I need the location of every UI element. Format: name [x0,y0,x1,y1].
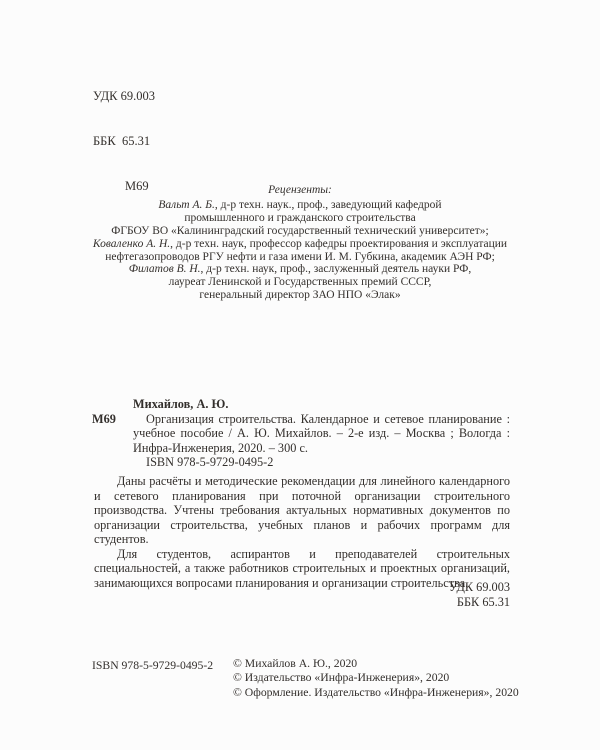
classification-codes-bottom [92,580,510,610]
reviewer-line [91,263,509,276]
reviewer-credentials: , д-р техн. наук., проф., заведующий кафедрой [214,198,442,211]
reviewer-line [91,225,509,238]
reviewer-credentials: , д-р техн. наук, профессор кафедры проектирования и эксплуатации [170,237,508,250]
author-sign-code: М69 [125,179,149,193]
reviewer-name: Филатов В. Н. [128,263,201,276]
annotation-paragraph: Даны расчёты и методические рекомендации для линейного календарного и сетевого планирования при поточной организации строительного производства. Учтены требования актуальных нормативных документов по организации строительства, учебных планов и рабочих программ для студентов. [94,474,510,546]
copyright-block [233,657,519,700]
reviewer-line [91,251,509,264]
bibliographic-author: Михайлов, А. Ю. [133,397,229,411]
bibliographic-isbn: ISBN 978-5-9729-0495-2 [146,455,274,470]
udk-code-bottom: УДК 69.003 [449,580,510,594]
annotation-block [94,474,510,590]
bibliographic-entry [92,397,510,470]
annotation-paragraph: Для студентов, аспирантов и преподавателей строительных специальностей, а также работников строительных и проектных организаций, занимающихся вопросами планирования и организации строительства. [94,546,510,590]
reviewer-credentials: ФГБОУ ВО «Калининградский государственный технический университет»; [111,224,489,237]
reviewer-credentials: промышленного и гражданского строительства [184,211,416,224]
bibliographic-description: Организация строительства. Календарное и сетевое планирование : учебное пособие / А. Ю. Михайлов. – 2-е изд. – Москва ; Вологда : Инфра-Инженерия, 2020. – 300 с. [133,411,510,455]
copyright-line-design: © Оформление. Издательство «Инфра-Инженерия», 2020 [233,685,519,699]
reviewer-credentials: генеральный директор ЗАО НПО «Элак» [199,289,401,302]
copyright-line-author: © Михайлов А. Ю., 2020 [233,657,358,670]
reviewers-block [91,184,509,302]
bbk-code: ББК 65.31 [93,134,151,148]
reviewers-heading: Рецензенты: [268,184,332,196]
footer-isbn: ISBN 978-5-9729-0495-2 [92,659,214,672]
reviewer-credentials: лауреат Ленинской и Государственных премий СССР, [168,276,432,289]
copyright-line-publisher: © Издательство «Инфра-Инженерия», 2020 [233,671,450,685]
reviewer-line [91,199,509,212]
reviewer-credentials: , д-р техн. наук, проф., заслуженный деятель науки РФ, [200,263,472,276]
reviewer-line [91,289,509,302]
reviewer-name: Вальт А. Б. [158,198,215,211]
reviewer-line [91,212,509,225]
reviewer-line [91,276,509,289]
bibliographic-author-sign: М69 [92,411,116,426]
reviewer-name: Коваленко А. Н. [92,237,171,250]
reviewer-line [91,238,509,251]
reviewer-credentials: нефтегазопроводов РГУ нефти и газа имени И. М. Губкина, академик АЭН РФ; [105,250,495,263]
bbk-code-bottom: ББК 65.31 [456,595,510,609]
udk-code: УДК 69.003 [93,89,155,103]
